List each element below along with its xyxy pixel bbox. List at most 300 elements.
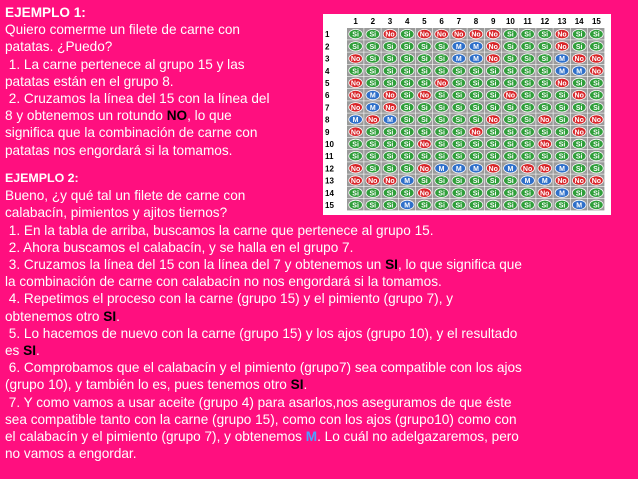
col-header-8: 8 bbox=[473, 17, 479, 26]
ex1-line-7: significa que la combinación de carne con bbox=[5, 125, 258, 141]
ex2-l4: 2. Ahora buscamos el calabacín, y se halla en el grupo 7. bbox=[5, 239, 354, 255]
grid-cell-label: No bbox=[350, 56, 361, 64]
ex2-l10-bold: SI bbox=[23, 343, 36, 359]
ex2-l15-post: . Lo cuál no adelgazaremos, pero bbox=[317, 429, 519, 445]
grid-cell-label: No bbox=[350, 104, 361, 112]
grid-cell-label: Si bbox=[472, 153, 480, 161]
ex1-line-3: 1. La carne pertenece al grupo 15 y las bbox=[5, 56, 245, 72]
grid-cell-label: Si bbox=[403, 129, 411, 137]
grid-cell-label: Si bbox=[541, 129, 549, 137]
grid-cell-label: No bbox=[488, 165, 498, 173]
col-header-2: 2 bbox=[370, 17, 376, 26]
grid-cell-label: Si bbox=[403, 190, 411, 198]
grid-cell-label: Si bbox=[558, 92, 566, 100]
grid-cell-label: No bbox=[454, 31, 464, 39]
grid-cell-label: Si bbox=[386, 190, 394, 198]
grid-cell-label: Si bbox=[489, 80, 497, 88]
grid-cell-label: Si bbox=[421, 178, 428, 186]
grid-cell-label: Si bbox=[575, 31, 583, 39]
ex1-line-1: Quiero comerme un filete de carne con bbox=[5, 22, 240, 38]
grid-cell-label: Si bbox=[438, 178, 445, 186]
example-1-text bbox=[5, 4, 320, 159]
grid-cell-label: Si bbox=[489, 141, 497, 149]
grid-cell-label: Si bbox=[421, 43, 428, 51]
grid-cell-label: Si bbox=[489, 153, 497, 161]
grid-cell-label: Si bbox=[403, 68, 411, 76]
grid-cell-label: Si bbox=[524, 202, 531, 210]
grid-cell-label: Si bbox=[369, 190, 377, 198]
grid-cell-label: Si bbox=[507, 178, 514, 186]
ex1-line-6-post: , lo que bbox=[187, 108, 232, 124]
grid-cell-label: Si bbox=[507, 56, 514, 64]
grid-cell-label: Si bbox=[455, 92, 463, 100]
grid-cell-label: Si bbox=[386, 153, 394, 161]
grid-cell-label: No bbox=[385, 92, 395, 100]
grid-cell-label: Si bbox=[421, 117, 428, 125]
grid-cell-label: Si bbox=[524, 190, 531, 198]
grid-cell-label: Si bbox=[524, 153, 531, 161]
example-1-title: EJEMPLO 1: bbox=[5, 5, 86, 20]
grid-cell-label: Si bbox=[507, 129, 514, 137]
ex2-l8-pre: obtenemos otro bbox=[5, 308, 104, 324]
grid-cell-label: Si bbox=[369, 68, 377, 76]
grid-cell-label: Si bbox=[403, 80, 411, 88]
grid-cell-label: Si bbox=[421, 80, 428, 88]
grid-cell-label: No bbox=[419, 190, 430, 198]
grid-cell-label: Si bbox=[386, 129, 394, 137]
col-header-3: 3 bbox=[387, 17, 393, 26]
grid-cell-label: Si bbox=[541, 80, 549, 88]
ex2-l5-post: , lo que significa que bbox=[397, 257, 522, 273]
grid-cell-label: Si bbox=[369, 56, 377, 64]
grid-cell-label: Si bbox=[438, 117, 445, 125]
grid-cell-label: Si bbox=[558, 202, 566, 210]
ex1-line-2: patatas. ¿Puedo? bbox=[5, 39, 113, 55]
grid-cell-label: No bbox=[557, 178, 567, 186]
grid-cell-label: Si bbox=[558, 129, 566, 137]
row-header-6: 6 bbox=[325, 91, 330, 101]
grid-cell-label: Si bbox=[507, 117, 514, 125]
grid-cell-label: M bbox=[559, 190, 565, 198]
grid-cell-label: Si bbox=[507, 68, 514, 76]
grid-cell-label: No bbox=[574, 129, 584, 137]
grid-cell-label: Si bbox=[386, 68, 394, 76]
col-header-7: 7 bbox=[456, 17, 462, 26]
grid-cell-label: M bbox=[524, 178, 531, 186]
compatibility-grid bbox=[323, 14, 611, 215]
grid-cell-label: No bbox=[574, 178, 584, 186]
grid-cell-label: M bbox=[473, 43, 479, 51]
grid-cell-label: Si bbox=[558, 104, 566, 112]
grid-cell-label: Si bbox=[575, 190, 583, 198]
grid-cell-label: No bbox=[505, 92, 516, 100]
grid-cell-label: No bbox=[350, 92, 361, 100]
grid-cell-label: Si bbox=[403, 165, 411, 173]
row-header-5: 5 bbox=[325, 79, 330, 88]
grid-cell-label: Si bbox=[438, 68, 445, 76]
grid-cell-label: Si bbox=[593, 190, 600, 198]
grid-cell-label: Si bbox=[369, 43, 377, 51]
grid-cell-label: M bbox=[473, 56, 479, 64]
grid-cell-label: Si bbox=[472, 92, 480, 100]
col-header-5: 5 bbox=[422, 17, 427, 26]
ex1-line-4: patatas están en el grupo 8. bbox=[5, 73, 174, 89]
row-header-14: 14 bbox=[325, 188, 334, 198]
grid-cell-label: Si bbox=[403, 141, 411, 149]
grid-cell-label: Si bbox=[593, 104, 600, 112]
row-header-15: 15 bbox=[325, 201, 334, 210]
grid-cell-label: Si bbox=[541, 56, 549, 64]
grid-cell-label: Si bbox=[472, 202, 480, 210]
grid-cell-label: No bbox=[557, 43, 567, 51]
grid-cell-label: No bbox=[350, 178, 361, 186]
grid-cell-label: Si bbox=[472, 178, 480, 186]
grid-cell-label: Si bbox=[489, 129, 497, 137]
col-header-11: 11 bbox=[523, 17, 532, 26]
grid-cell-label: Si bbox=[455, 190, 463, 198]
grid-cell-label: Si bbox=[524, 80, 531, 88]
grid-cell-label: M bbox=[576, 68, 583, 76]
grid-cell-label: Si bbox=[369, 129, 377, 137]
grid-cell-label: M bbox=[404, 178, 411, 186]
ex2-l7: 4. Repetimos el proceso con la carne (grupo 15) y el pimiento (grupo 7), y bbox=[5, 291, 454, 307]
ex1-line-6 bbox=[5, 107, 320, 124]
grid-cell-label: Si bbox=[558, 153, 566, 161]
grid-cell-label: Si bbox=[403, 43, 411, 51]
grid-cell-label: Si bbox=[558, 141, 566, 149]
grid-cell-label: No bbox=[419, 31, 430, 39]
grid-cell-label: Si bbox=[386, 202, 394, 210]
ex2-l10-post: . bbox=[35, 343, 40, 359]
ex2-l13: 7. Y como vamos a usar aceite (grupo 4) para asarlos,nos aseguramos de que éste bbox=[5, 394, 512, 410]
grid-cell-label: Si bbox=[524, 141, 531, 149]
ex2-l15-m: M bbox=[305, 429, 318, 445]
grid-cell-label: Si bbox=[403, 117, 411, 125]
grid-cell-label: Si bbox=[489, 190, 497, 198]
ex2-l12 bbox=[5, 376, 633, 393]
grid-cell-label: No bbox=[540, 165, 550, 173]
grid-cell-label: Si bbox=[507, 141, 514, 149]
compatibility-table bbox=[323, 14, 611, 215]
grid-cell-label: Si bbox=[369, 165, 377, 173]
grid-cell-label: Si bbox=[524, 129, 531, 137]
ex1-line-8: patatas nos engordará si la tomamos. bbox=[5, 142, 233, 158]
ex2-l1: Bueno, ¿y qué tal un filete de carne con bbox=[5, 188, 246, 204]
grid-cell-label: Si bbox=[489, 68, 497, 76]
col-header-12: 12 bbox=[540, 17, 550, 26]
ex2-l8 bbox=[5, 308, 633, 325]
grid-cell-label: M bbox=[352, 117, 359, 125]
ex1-line-6-pre: 8 y obtenemos un rotundo bbox=[5, 108, 167, 124]
col-header-10: 10 bbox=[505, 17, 515, 26]
ex2-l15-pre: el calabacín y el pimiento (grupo 7), y obtenemos bbox=[5, 429, 306, 445]
grid-cell-label: No bbox=[591, 178, 602, 186]
grid-cell-label: No bbox=[488, 117, 498, 125]
grid-cell-label: Si bbox=[438, 104, 445, 112]
grid-cell-label: No bbox=[557, 80, 567, 88]
grid-cell-label: Si bbox=[593, 31, 600, 39]
grid-cell-label: Si bbox=[575, 80, 583, 88]
grid-cell-label: Si bbox=[438, 43, 445, 51]
grid-cell-label: Si bbox=[558, 117, 566, 125]
grid-cell-label: Si bbox=[507, 31, 514, 39]
grid-cell-label: Si bbox=[352, 43, 359, 51]
col-header-13: 13 bbox=[557, 17, 567, 26]
grid-cell-label: M bbox=[559, 165, 565, 173]
grid-cell-label: Si bbox=[421, 153, 428, 161]
grid-cell-label: M bbox=[507, 165, 514, 173]
grid-cell-label: Si bbox=[369, 31, 377, 39]
grid-cell-label: Si bbox=[352, 68, 359, 76]
ex1-line-5: 2. Cruzamos la línea del 15 con la línea del bbox=[5, 91, 270, 107]
grid-cell-label: Si bbox=[472, 141, 480, 149]
ex2-l2: calabacín, pimientos y ajitos tiernos? bbox=[5, 205, 228, 221]
ex2-l8-post: . bbox=[116, 308, 120, 324]
grid-cell-label: Si bbox=[507, 43, 514, 51]
grid-cell-label: Si bbox=[541, 153, 549, 161]
grid-cell-label: No bbox=[385, 104, 395, 112]
grid-cell-label: No bbox=[419, 92, 430, 100]
grid-cell-label: No bbox=[591, 56, 602, 64]
grid-cell-label: Si bbox=[369, 202, 377, 210]
grid-cell-label: Si bbox=[489, 92, 497, 100]
grid-cell-label: Si bbox=[472, 68, 480, 76]
grid-cell-label: Si bbox=[386, 141, 394, 149]
grid-cell-label: Si bbox=[455, 68, 463, 76]
grid-cell-label: No bbox=[471, 129, 481, 137]
ex2-l12-pre: (grupo 10), y también lo es, pues tenemos otro bbox=[5, 377, 291, 393]
row-header-7: 7 bbox=[325, 103, 330, 113]
grid-cell-label: No bbox=[488, 56, 498, 64]
grid-cell-label: Si bbox=[489, 178, 497, 186]
ex2-l5 bbox=[5, 256, 633, 273]
grid-cell-label: Si bbox=[369, 80, 377, 88]
grid-cell-label: M bbox=[455, 43, 462, 51]
grid-cell-label: M bbox=[404, 202, 411, 210]
row-header-2: 2 bbox=[325, 42, 330, 52]
grid-cell-label: Si bbox=[593, 92, 600, 100]
grid-cell-label: No bbox=[471, 31, 481, 39]
col-header-1: 1 bbox=[353, 17, 358, 26]
row-header-12: 12 bbox=[325, 164, 334, 174]
grid-cell-label: Si bbox=[352, 202, 359, 210]
grid-cell-label: Si bbox=[438, 56, 445, 64]
grid-cell-label: Si bbox=[472, 80, 480, 88]
grid-cell-label: Si bbox=[455, 80, 463, 88]
row-header-10: 10 bbox=[325, 140, 334, 149]
grid-cell-label: Si bbox=[541, 104, 549, 112]
grid-cell-label: Si bbox=[455, 117, 463, 125]
grid-cell-label: Si bbox=[421, 104, 428, 112]
grid-cell-label: Si bbox=[403, 104, 411, 112]
grid-cell-label: Si bbox=[524, 92, 531, 100]
grid-cell-label: Si bbox=[369, 153, 377, 161]
grid-cell-label: Si bbox=[593, 165, 600, 173]
grid-cell-label: Si bbox=[541, 68, 549, 76]
grid-cell-label: No bbox=[385, 178, 395, 186]
grid-cell-label: No bbox=[540, 190, 550, 198]
grid-cell-label: Si bbox=[593, 129, 600, 137]
grid-cell-label: Si bbox=[524, 56, 531, 64]
grid-cell-label: Si bbox=[524, 104, 531, 112]
grid-cell-label: No bbox=[419, 141, 430, 149]
ex2-l5-bold: SI bbox=[385, 257, 398, 273]
ex2-l9: 5. Lo hacemos de nuevo con la carne (grupo 15) y los ajos (grupo 10), y el resultado bbox=[5, 325, 518, 341]
grid-cell-label: Si bbox=[472, 104, 480, 112]
grid-cell-label: M bbox=[438, 165, 445, 173]
grid-cell-label: Si bbox=[455, 129, 463, 137]
grid-cell-label: No bbox=[540, 141, 550, 149]
grid-cell-label: Si bbox=[352, 141, 359, 149]
grid-cell-label: Si bbox=[421, 68, 428, 76]
grid-cell-label: No bbox=[436, 80, 447, 88]
grid-cell-label: M bbox=[541, 178, 548, 186]
example-2-title: EJEMPLO 2: bbox=[5, 171, 79, 185]
grid-cell-label: M bbox=[455, 165, 462, 173]
grid-cell-label: Si bbox=[541, 43, 549, 51]
grid-cell-label: Si bbox=[541, 202, 549, 210]
grid-cell-label: Si bbox=[507, 80, 514, 88]
grid-cell-label: M bbox=[473, 165, 479, 173]
ex2-l14: sea compatible tanto con la carne (grupo 15), como con los ajos (grupo10) como con bbox=[5, 411, 517, 427]
grid-cell-label: Si bbox=[421, 202, 428, 210]
grid-cell-label: Si bbox=[369, 141, 377, 149]
grid-cell-label: Si bbox=[352, 153, 359, 161]
row-header-3: 3 bbox=[325, 54, 330, 64]
grid-cell-label: Si bbox=[403, 56, 411, 64]
grid-cell-label: Si bbox=[421, 56, 428, 64]
ex2-l10 bbox=[5, 342, 633, 359]
grid-cell-label: Si bbox=[507, 190, 514, 198]
col-header-6: 6 bbox=[439, 17, 444, 26]
grid-cell-label: No bbox=[350, 165, 361, 173]
grid-cell-label: Si bbox=[575, 104, 583, 112]
grid-cell-label: Si bbox=[421, 129, 428, 137]
grid-cell-label: Si bbox=[541, 92, 549, 100]
grid-cell-label: No bbox=[368, 117, 378, 125]
grid-cell-label: Si bbox=[438, 141, 445, 149]
grid-cell-label: Si bbox=[455, 153, 463, 161]
ex2-l10-pre: es bbox=[5, 343, 24, 359]
grid-cell-label: No bbox=[419, 165, 430, 173]
grid-cell-label: Si bbox=[403, 92, 411, 100]
grid-cell-label: No bbox=[540, 117, 550, 125]
grid-cell-label: Si bbox=[438, 202, 445, 210]
grid-cell-label: Si bbox=[593, 202, 600, 210]
grid-cell-label: No bbox=[488, 31, 498, 39]
grid-cell-label: Si bbox=[575, 165, 583, 173]
grid-cell-label: Si bbox=[541, 31, 549, 39]
grid-cell-label: Si bbox=[455, 178, 463, 186]
grid-cell-label: Si bbox=[507, 153, 514, 161]
grid-cell-label: Si bbox=[455, 104, 463, 112]
grid-cell-label: Si bbox=[507, 104, 514, 112]
grid-cell-label: Si bbox=[386, 165, 394, 173]
row-header-13: 13 bbox=[325, 176, 334, 186]
grid-cell-label: Si bbox=[455, 141, 463, 149]
grid-cell-label: M bbox=[455, 56, 462, 64]
grid-cell-label: Si bbox=[489, 104, 497, 112]
grid-cell-label: No bbox=[591, 117, 602, 125]
ex2-l12-post: . bbox=[303, 377, 308, 393]
grid-cell-label: M bbox=[559, 68, 565, 76]
grid-cell-label: Si bbox=[472, 190, 480, 198]
col-header-4: 4 bbox=[404, 17, 410, 26]
ex2-l11: 6. Comprobamos que el calabacín y el pimiento (grupo7) sea compatible con los ajos bbox=[5, 360, 522, 376]
grid-cell-label: Si bbox=[489, 202, 497, 210]
grid-cell-label: Si bbox=[403, 31, 411, 39]
ex2-l3: 1. En la tabla de arriba, buscamos la carne que pertenece al grupo 15. bbox=[5, 222, 434, 238]
ex1-no-bold: NO bbox=[166, 108, 188, 124]
row-header-1: 1 bbox=[325, 30, 330, 40]
grid-cell-label: M bbox=[576, 202, 583, 210]
col-header-15: 15 bbox=[591, 17, 601, 26]
grid-cell-label: No bbox=[488, 43, 498, 51]
col-header-9: 9 bbox=[490, 17, 496, 26]
grid-cell-label: Si bbox=[438, 190, 445, 198]
grid-cell-label: Si bbox=[507, 202, 514, 210]
grid-cell-label: Si bbox=[386, 56, 394, 64]
ex2-l6: la combinación de carne con calabacín no nos engordará si la tomamos. bbox=[5, 274, 442, 290]
ex2-l16: no vamos a engordar. bbox=[5, 446, 137, 462]
row-header-8: 8 bbox=[325, 115, 330, 125]
ex2-l15 bbox=[5, 428, 633, 445]
row-header-11: 11 bbox=[325, 152, 334, 162]
grid-cell-label: Si bbox=[593, 141, 600, 149]
grid-cell-label: No bbox=[436, 31, 447, 39]
grid-cell-label: No bbox=[350, 129, 361, 137]
row-header-4: 4 bbox=[325, 66, 330, 76]
grid-cell-label: Si bbox=[352, 31, 359, 39]
grid-cell-label: No bbox=[557, 31, 567, 39]
grid-cell-label: Si bbox=[593, 153, 600, 161]
grid-cell-label: Si bbox=[593, 80, 600, 88]
grid-cell-label: Si bbox=[575, 141, 583, 149]
grid-cell-label: No bbox=[522, 165, 533, 173]
grid-cell-label: Si bbox=[524, 31, 531, 39]
grid-cell-label: Si bbox=[403, 153, 411, 161]
grid-cell-label: No bbox=[368, 178, 378, 186]
grid-cell-label: M bbox=[387, 117, 393, 125]
grid-cell-label: Si bbox=[455, 202, 463, 210]
grid-cell-label: Si bbox=[438, 129, 445, 137]
grid-cell-label: Si bbox=[524, 43, 531, 51]
grid-cell-label: Si bbox=[438, 153, 445, 161]
grid-cell-label: Si bbox=[524, 117, 531, 125]
grid-cell-label: Si bbox=[593, 43, 600, 51]
grid-cell-label: No bbox=[574, 92, 584, 100]
grid-cell-label: M bbox=[559, 56, 565, 64]
grid-cell-label: No bbox=[591, 68, 602, 76]
grid-cell-label: No bbox=[574, 56, 584, 64]
grid-cell-label: No bbox=[350, 80, 361, 88]
grid-cell-label: Si bbox=[352, 190, 359, 198]
row-header-9: 9 bbox=[325, 127, 330, 137]
ex2-l12-bold: SI bbox=[290, 377, 304, 393]
grid-cell-label: Si bbox=[472, 117, 480, 125]
grid-cell-label: Si bbox=[386, 80, 394, 88]
col-header-14: 14 bbox=[574, 17, 584, 26]
grid-cell-label: Si bbox=[575, 153, 583, 161]
grid-cell-label: Si bbox=[386, 43, 394, 51]
grid-cell-label: Si bbox=[575, 43, 583, 51]
grid-cell-label: No bbox=[385, 31, 395, 39]
ex2-l8-bold: SI bbox=[103, 308, 117, 324]
ex2-l5-pre: 3. Cruzamos la línea del 15 con la línea del 7 y obtenemos un bbox=[5, 257, 386, 273]
grid-cell-label: M bbox=[369, 92, 376, 100]
grid-cell-label: No bbox=[574, 117, 584, 125]
grid-cell-label: M bbox=[369, 104, 376, 112]
